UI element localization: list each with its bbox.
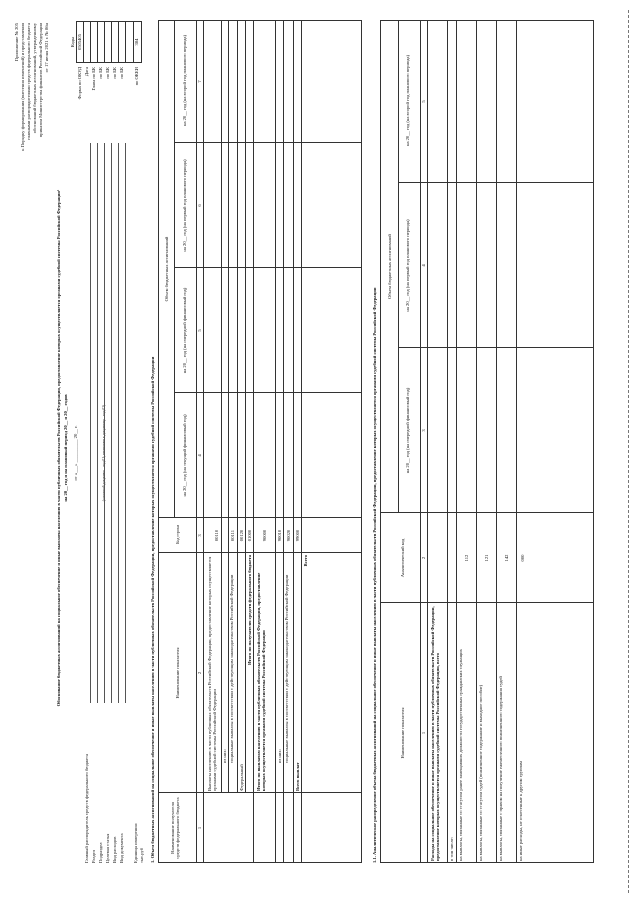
document-date: от «___» __________ 20__ г. [73,425,78,481]
codes-label: Форма по ОКУД [77,67,82,100]
codes-label: Дата [84,67,89,77]
table-row-code: 00111 [230,529,235,542]
column-number: 5 [197,329,202,332]
unit-value: тыс.руб [139,847,144,863]
annex-line: Приложение № 205 [14,23,19,62]
table-row-code: 90020 [286,529,291,542]
codes-label: по БК [98,67,103,79]
column-header: на 20__ год (на первый год планового периода) [182,159,187,252]
okei-code: 384 [134,38,139,46]
table-row-name: на выплаты, связанные со статусом ранее замещавших должности государственных гражданских служащих [458,649,463,861]
column-number: 2 [197,671,202,675]
column-number: 3 [197,534,202,537]
table-row-name: Итого по получателю средств федерального бюджета [247,555,252,666]
annex-line: обоснований бюджетных ассигнований, утвержденному [32,23,37,134]
column-number: 1 [197,826,202,830]
field-label: Подраздел [98,842,103,863]
table-section-1-1 [380,20,594,863]
column-header: Наименование показателя [175,647,180,699]
table-row-code: 90000 [262,529,267,542]
codes-header: Коды [70,36,75,48]
section-title: 1.1. Аналитическое распределение объема бюджетных ассигнований на социальное обеспечение и иные выплаты населению в части публичных обязательств Российской Федерации, предоставление которых осуществляется органами судебной системы Российской Федерации [372,287,377,863]
column-header: Объем бюджетных ассигнований [164,236,169,302]
table-row-name: на выплаты, связанные с правом на получение ежемесячного пожизненного содержания судей [498,676,503,861]
column-header: Объем бюджетных ассигнований [387,234,392,299]
total-label: Всего [303,555,308,567]
column-number: 3 [421,429,426,432]
table-row-code: 142 [504,554,509,562]
document-title: Обоснование бюджетных ассигнований на социальное обеспечение и иные выплаты населению в части публичных обязательств Российской Федерации, предоставление которых осуществляется органами судебной системы Российской Федерации¹ [56,189,61,707]
table-row-name: социальные выплаты в соответствии с действующим законодательством Российской Федерации [229,574,234,763]
codes-label: по ОКЕИ [134,67,139,86]
table-row-name: Всего выплат [295,762,300,791]
codes-label: по БК [119,67,124,79]
column-header: Наименование получателя средств федерального бюджета [170,797,181,859]
field-label: Вид документа [119,833,124,863]
annex-line: от 17 июня 2021 г. № 86н [44,23,49,73]
column-header: на 20__ год (на очередной финансовый год) [405,387,410,474]
column-header: Наименование показателя [400,707,405,759]
column-number: 6 [197,204,202,207]
column-number: 1 [421,731,426,735]
table-row-code: 01000 [247,529,252,542]
annex-line: к Порядку формирования (внесения изменений) и представления [20,23,25,151]
table-row-code: 90010 [277,529,282,542]
table-row-code: 000 [520,554,525,562]
column-number: 5 [421,100,426,103]
field-label: Вид расходов [112,836,117,863]
table-row-code: 00110 [214,529,219,542]
codes-label: по БК [105,67,110,79]
codes-label: Глава по БК [91,67,96,91]
column-header: Аналитический код [400,538,405,578]
document-period: на 20__ год и на плановый период 20__ и 20__ годов [63,394,68,502]
unit-label: Единица измерения: [133,823,138,863]
table-row-name: из них: [277,749,282,763]
field-label: Целевая статья [105,833,110,863]
table-row-name: из них: [222,749,227,763]
table-row-code: 112 [464,554,469,562]
field-label: Раздел [91,850,96,863]
column-number: 4 [421,264,426,267]
table-row-name: Федеральный [239,764,244,791]
column-header: на 20__ год (на второй год планового периода) [182,35,187,127]
column-number: 7 [197,80,202,83]
table-row-code: 121 [484,554,489,562]
table-row-code: 00120 [239,529,244,542]
column-number: 4 [197,454,202,457]
okud-code: 0505405 [77,33,82,51]
annex-line: приказом Министерства финансов Российской Федерации [38,23,43,138]
table-row-name: социальные выплаты в соответствии с действующим законодательством Российской Федерации [284,574,289,763]
column-header: на 20__ год (на очередной финансовый год) [182,287,187,374]
section-title: 1. Объем бюджетных ассигнований на социальное обеспечение и иные выплаты населению в части публичных обязательств Российской Федерации, предоставление которых осуществляется органами судебной системы Российской Федерации [150,356,155,863]
column-header: Код строки [175,524,180,545]
table-row-name: на выплаты, связанные со статусом судей (пожизненное содержание и выходное пособие) [478,684,483,861]
codes-label: по БК [112,67,117,79]
column-header: на 20__ год (на текущий финансовый год) [182,414,187,497]
column-header: на 20__ год (на первый год планового периода) [405,219,410,312]
document-date-note: (основной документ – код 01; изменения к документу – код 02) [102,404,106,502]
column-number: 2 [421,556,426,560]
column-header: на 20__ год (на второй год планового периода) [405,55,410,147]
table-row-name: Итого по выплатам населению в части публичных обязательств Российской Федерации, предоставление которых осуществляется органами судебной системы Российской Федерации [256,572,267,791]
annex-line: главными распорядителями средств федерального бюджета [26,23,31,140]
table-row-name: Расходы на социальное обеспечение и иные выплаты населению в части публичных обязательств Российской Федерации, предоставление которых осуществляется органами судебной системы Российской Федерации, всего [430,606,441,861]
table-row-name: в том числе: [449,837,454,861]
table-row-name: на иные расходы, не отнесенные к другим группам [518,761,523,861]
table-row-name: Выплаты населению в части публичных обязательств Российской Федерации, предоставление которых осуществляется органами судебной системы Российской Федерации [207,556,218,791]
table-row-code: 99000 [295,529,300,542]
field-label: Главный распорядитель средств федерального бюджета [84,753,89,863]
